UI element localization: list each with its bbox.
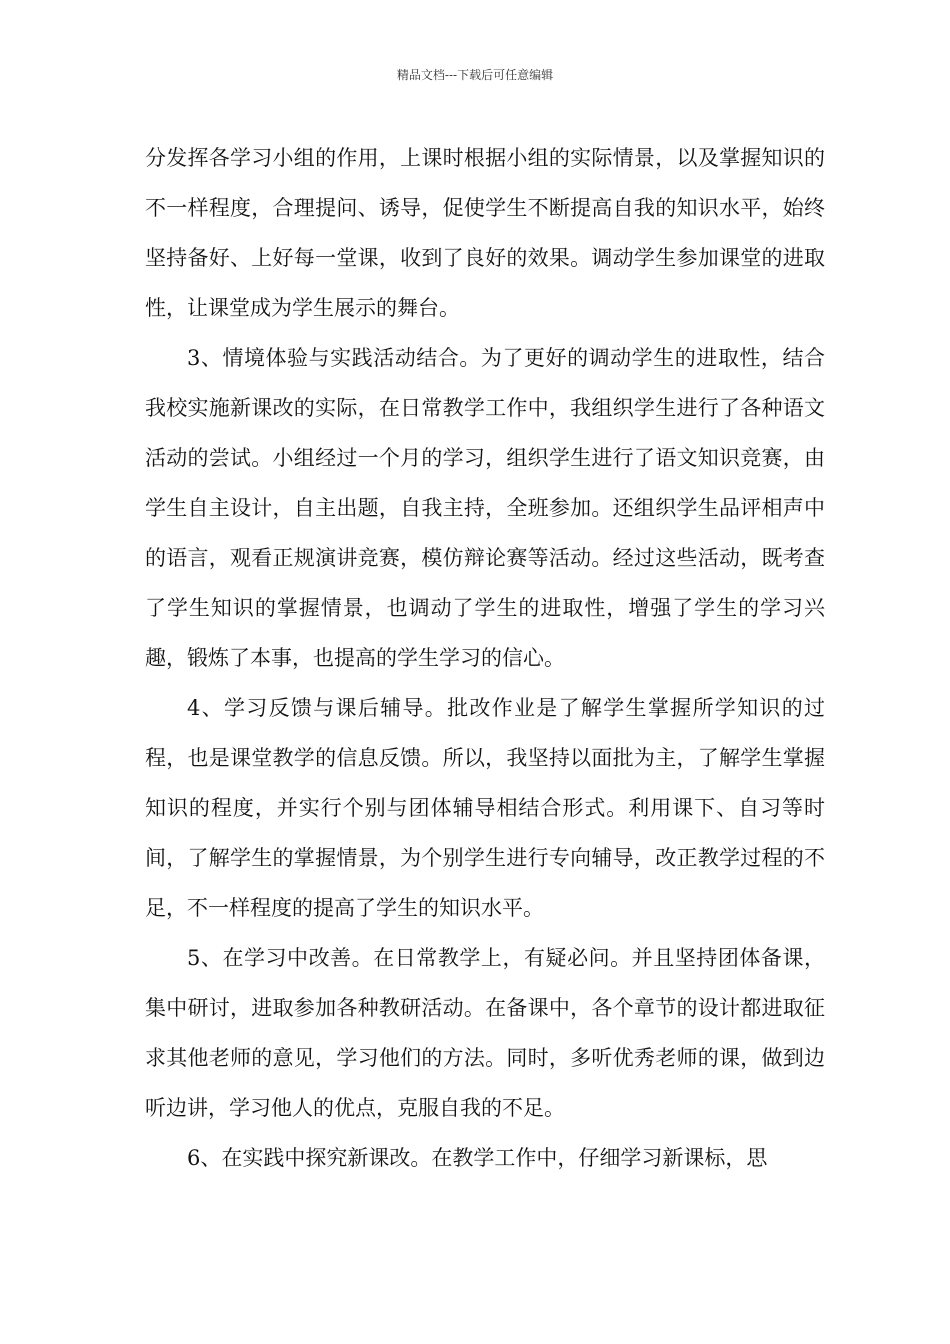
document-body — [145, 133, 825, 1183]
paragraph-continuation: 分发挥各学习小组的作用，上课时根据小组的实际情景，以及掌握知识的不一样程度，合理提问、诱导，促使学生不断提高自我的知识水平，始终坚持备好、上好每一堂课，收到了良好的效果。调动学生参加课堂的进取性，让课堂成为学生展示的舞台。 — [145, 146, 825, 320]
page-header: 精品文档---下载后可任意编辑 — [396, 68, 554, 82]
paragraph-item-6: 6、在实践中探究新课改。在教学工作中，仔细学习新课标，思 — [187, 1146, 768, 1170]
paragraph-item-4: 4、学习反馈与课后辅导。批改作业是了解学生掌握所学知识的过程，也是课堂教学的信息反馈。所以，我坚持以面批为主，了解学生掌握知识的程度，并实行个别与团体辅导相结合形式。利用课下、自习等时间，了解学生的掌握情景，为个别学生进行专向辅导，改正教学过程的不足，不一样程度的提高了学生的知识水平。 — [145, 696, 825, 920]
paragraph-item-5: 5、在学习中改善。在日常教学上，有疑必问。并且坚持团体备课，集中研讨，进取参加各种教研活动。在备课中，各个章节的设计都进取征求其他老师的意见，学习他们的方法。同时，多听优秀老师的课，做到边听边讲，学习他人的优点，克服自我的不足。 — [145, 946, 825, 1120]
paragraph-item-3: 3、情境体验与实践活动结合。为了更好的调动学生的进取性，结合我校实施新课改的实际，在日常教学工作中，我组织学生进行了各种语文活动的尝试。小组经过一个月的学习，组织学生进行了语文知识竞赛，由学生自主设计，自主出题，自我主持，全班参加。还组织学生品评相声中的语言，观看正规演讲竞赛，模仿辩论赛等活动。经过这些活动，既考查了学生知识的掌握情景，也调动了学生的进取性，增强了学生的学习兴趣，锻炼了本事，也提高的学生学习的信心。 — [145, 346, 825, 670]
